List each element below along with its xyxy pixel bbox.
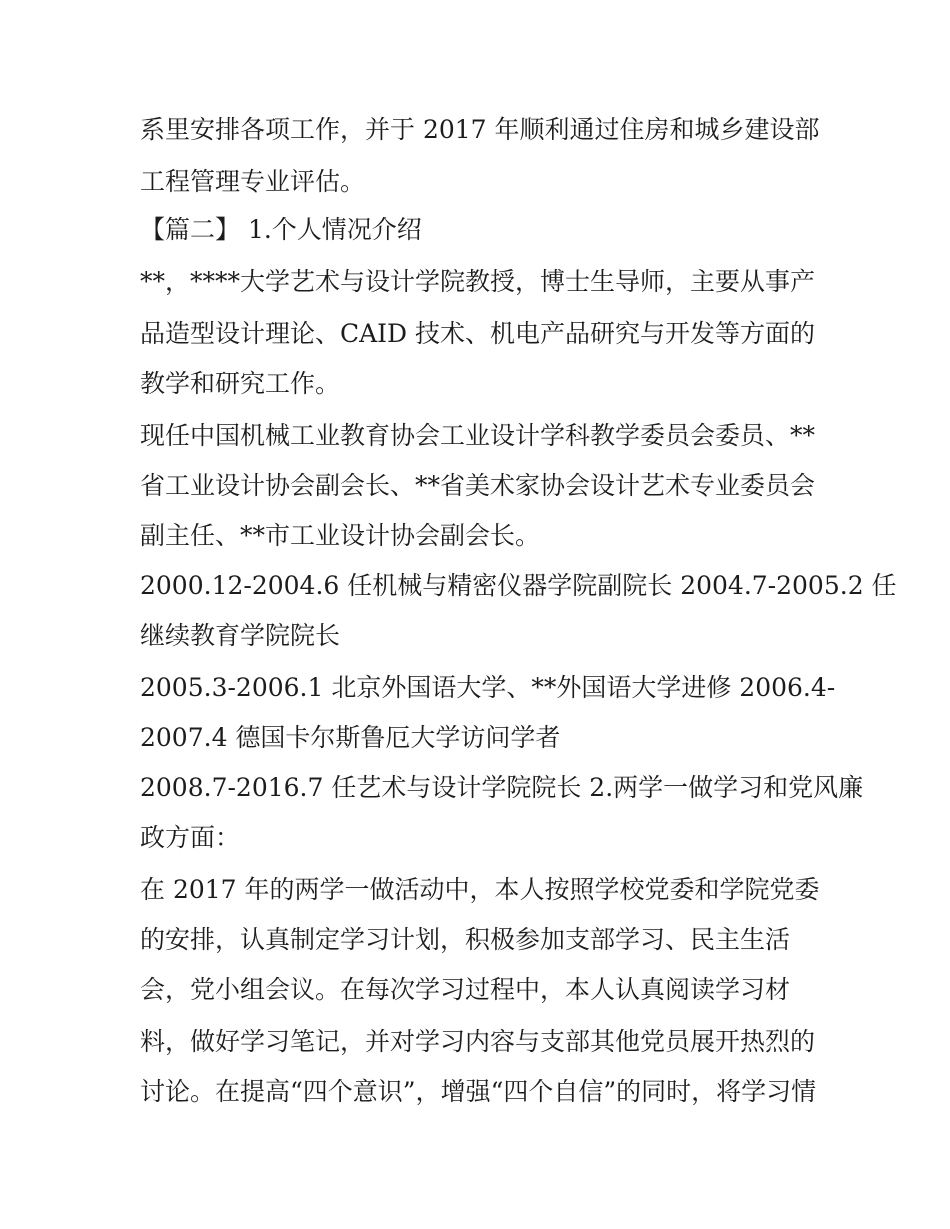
- text-line: 副主任、**市工业设计协会副会长。: [140, 521, 541, 550]
- text-line: 政方面：: [140, 823, 241, 852]
- text-line: 2007.4 德国卡尔斯鲁厄大学访问学者: [140, 723, 561, 752]
- text-line: 教学和研究工作。: [140, 369, 341, 398]
- text-line: 会，党小组会议。在每次学习过程中，本人认真阅读学习材: [140, 975, 791, 1004]
- text-line: 在 2017 年的两学一做活动中，本人按照学校党委和学院党委: [140, 875, 820, 904]
- text-line: 系里安排各项工作，并于 2017 年顺利通过住房和城乡建设部: [140, 115, 820, 144]
- text-line: 讨论。在提高“四个意识”，增强“四个自信”的同时，将学习情: [140, 1077, 817, 1106]
- text-line: 料，做好学习笔记，并对学习内容与支部其他党员展开热烈的: [140, 1027, 816, 1056]
- text-line: 工程管理专业评估。: [140, 167, 366, 196]
- text-line: 的安排，认真制定学习计划，积极参加支部学习、民主生活: [140, 925, 791, 954]
- text-line: 继续教育学院院长: [140, 621, 341, 650]
- text-line: 2008.7-2016.7 任艺术与设计学院院长 2.两学一做学习和党风廉: [140, 773, 864, 802]
- section-heading: 【篇二】 1.个人情况介绍: [140, 215, 422, 244]
- text-line: 省工业设计协会副会长、**省美术家协会设计艺术专业委员会: [140, 471, 816, 500]
- text-line: **，****大学艺术与设计学院教授，博士生导师，主要从事产: [140, 267, 816, 296]
- text-line: 2000.12-2004.6 任机械与精密仪器学院副院长 2004.7-2005.2 任: [140, 571, 897, 600]
- text-line: 2005.3-2006.1 北京外国语大学、**外国语大学进修 2006.4-: [140, 673, 836, 702]
- text-line: 现任中国机械工业教育协会工业设计学科教学委员会委员、**: [140, 421, 816, 450]
- text-line: 品造型设计理论、CAID 技术、机电产品研究与开发等方面的: [140, 319, 816, 348]
